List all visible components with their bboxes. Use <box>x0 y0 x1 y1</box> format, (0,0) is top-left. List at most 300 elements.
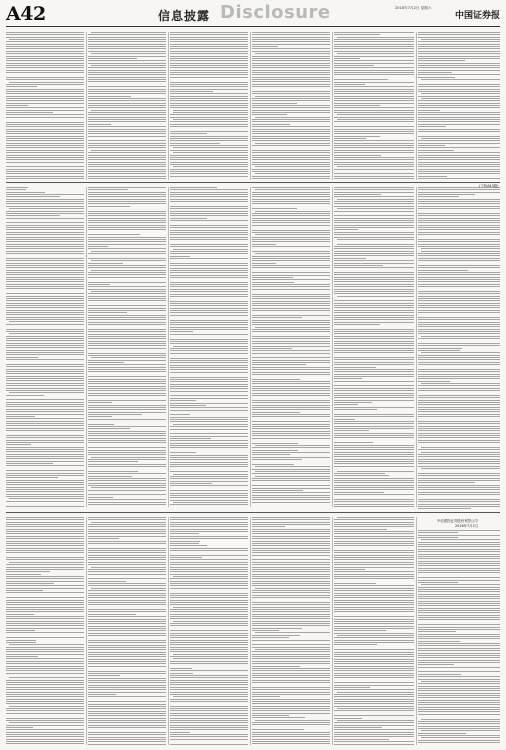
text-line <box>88 56 166 57</box>
text-line <box>418 345 500 346</box>
text-line <box>6 590 43 591</box>
text-line <box>6 632 84 633</box>
text-line <box>170 517 248 518</box>
text-line <box>334 201 414 202</box>
text-line <box>170 234 248 235</box>
text-line <box>88 345 166 346</box>
text-line <box>418 140 500 141</box>
text-line <box>334 543 414 544</box>
text-line <box>88 244 166 245</box>
text-line <box>170 640 248 641</box>
text-line <box>170 196 248 197</box>
text-line <box>88 407 166 408</box>
text-line <box>334 265 383 266</box>
text-line <box>252 232 330 233</box>
text-line <box>334 559 414 560</box>
text-line <box>252 668 330 669</box>
text-line <box>6 303 84 304</box>
lower-col-4 <box>252 517 330 745</box>
text-line <box>6 366 84 367</box>
text-line <box>170 339 248 340</box>
text-line <box>252 187 330 188</box>
text-line <box>334 32 414 33</box>
text-line <box>418 504 500 505</box>
text-line <box>252 369 330 370</box>
text-line <box>252 338 330 339</box>
text-line <box>6 63 84 64</box>
text-line <box>88 157 166 158</box>
text-line <box>334 277 414 278</box>
text-line <box>334 677 414 678</box>
text-line <box>418 234 500 235</box>
text-line <box>170 100 248 101</box>
column-separator-lower-1 <box>86 517 87 745</box>
text-line <box>337 166 414 167</box>
text-line <box>334 526 414 527</box>
text-line <box>334 67 414 68</box>
text-line <box>6 628 84 629</box>
text-line <box>334 416 414 417</box>
text-line <box>173 346 248 347</box>
text-line <box>252 159 330 160</box>
text-line <box>418 298 500 299</box>
text-line <box>170 443 248 444</box>
text-line <box>6 729 84 730</box>
text-line <box>252 194 330 195</box>
text-line <box>252 303 330 304</box>
text-line <box>88 531 166 532</box>
text-line <box>88 263 123 264</box>
text-line <box>334 203 414 204</box>
text-line <box>88 89 166 90</box>
text-line <box>334 423 414 424</box>
text-line <box>6 734 84 735</box>
text-line <box>170 609 248 610</box>
text-line <box>88 452 166 453</box>
text-line <box>337 692 414 693</box>
text-line <box>88 199 166 200</box>
text-line <box>6 37 84 38</box>
text-line <box>418 709 500 710</box>
text-line <box>88 322 166 323</box>
text-line <box>418 570 500 571</box>
text-line <box>6 447 84 448</box>
text-line <box>252 435 330 436</box>
text-line <box>252 72 330 73</box>
text-line <box>334 343 414 344</box>
text-line <box>252 275 330 276</box>
text-line <box>170 541 200 542</box>
text-line <box>252 670 330 671</box>
text-line <box>6 298 84 299</box>
text-line <box>418 568 500 569</box>
text-line <box>252 107 330 108</box>
text-line <box>418 381 450 382</box>
text-line <box>418 84 500 85</box>
text-line <box>170 48 248 49</box>
text-line <box>334 541 414 542</box>
text-line <box>88 272 166 273</box>
text-line <box>334 585 414 586</box>
text-line <box>334 79 388 80</box>
text-line <box>334 673 414 674</box>
text-line <box>6 201 84 202</box>
text-line <box>6 621 84 622</box>
text-line <box>170 121 248 122</box>
text-line <box>6 105 28 106</box>
text-line <box>6 451 84 452</box>
text-line <box>170 447 248 448</box>
text-line <box>6 618 84 619</box>
text-line <box>418 213 500 214</box>
text-line <box>6 91 84 92</box>
text-line <box>334 480 414 481</box>
text-line <box>418 686 500 687</box>
text-line <box>88 105 166 106</box>
text-line <box>91 32 166 33</box>
text-line <box>88 371 166 372</box>
text-line <box>334 312 414 313</box>
text-line <box>334 454 414 455</box>
text-line <box>252 44 330 45</box>
text-line <box>6 491 84 492</box>
text-line <box>418 683 500 684</box>
text-line <box>334 701 414 702</box>
text-line <box>88 471 138 472</box>
text-line <box>6 670 84 671</box>
text-line <box>88 341 166 342</box>
text-line <box>252 699 330 700</box>
text-line <box>88 253 166 254</box>
text-line <box>170 194 248 195</box>
text-line <box>6 253 84 254</box>
middle-col-4 <box>252 187 330 507</box>
text-line <box>418 494 500 495</box>
text-line <box>88 395 166 396</box>
text-line <box>6 51 84 52</box>
text-line <box>252 640 330 641</box>
text-line <box>170 136 248 137</box>
text-line <box>418 208 500 209</box>
text-line <box>88 619 166 620</box>
text-line <box>418 733 466 734</box>
text-line <box>170 206 248 207</box>
text-line <box>88 117 166 118</box>
text-line <box>170 564 248 565</box>
text-line <box>6 279 84 280</box>
text-line <box>88 140 166 141</box>
text-line <box>252 630 279 631</box>
text-line <box>9 208 84 209</box>
text-line <box>334 571 414 572</box>
text-line <box>170 483 212 484</box>
text-line <box>334 478 414 479</box>
text-line <box>88 96 131 97</box>
text-line <box>170 131 248 132</box>
text-line <box>6 743 84 744</box>
text-line <box>252 150 330 151</box>
text-line <box>334 710 414 711</box>
text-line <box>252 322 330 323</box>
text-line <box>334 590 414 591</box>
lower-col-1 <box>6 517 84 745</box>
text-line <box>252 286 330 287</box>
text-line <box>6 541 84 542</box>
text-line <box>6 350 84 351</box>
text-line <box>6 296 84 297</box>
text-line <box>6 178 84 179</box>
text-line <box>6 140 84 141</box>
text-line <box>88 485 166 486</box>
text-line <box>6 371 84 372</box>
text-line <box>88 171 166 172</box>
text-line <box>418 291 500 292</box>
text-line <box>6 614 34 615</box>
text-line <box>88 661 166 662</box>
text-line <box>88 147 166 148</box>
text-line <box>252 495 330 496</box>
continued-mark: (下转A43版) <box>479 184 499 188</box>
text-line <box>418 371 500 372</box>
text-line <box>170 727 248 728</box>
text-line <box>334 131 414 132</box>
text-line <box>6 147 84 148</box>
text-line <box>418 499 500 500</box>
text-line <box>6 524 84 525</box>
text-line <box>252 522 330 523</box>
text-line <box>88 616 166 617</box>
text-line <box>252 618 330 619</box>
text-line <box>418 357 500 358</box>
text-line <box>91 260 166 261</box>
text-line <box>418 199 500 200</box>
text-line <box>252 176 330 177</box>
text-line <box>170 58 248 59</box>
text-line <box>88 155 166 156</box>
text-line <box>88 649 166 650</box>
text-line <box>6 625 84 626</box>
text-line <box>88 277 166 278</box>
text-line <box>88 473 166 474</box>
text-line <box>6 651 84 652</box>
text-line <box>334 689 414 690</box>
text-line <box>252 315 330 316</box>
text-line <box>418 421 500 422</box>
text-line <box>170 438 211 439</box>
text-line <box>170 670 248 671</box>
text-line <box>418 655 500 656</box>
text-line <box>170 96 248 97</box>
text-line <box>88 552 166 553</box>
text-line <box>418 558 500 559</box>
text-line <box>418 229 500 230</box>
text-line <box>334 538 414 539</box>
text-line <box>334 192 414 193</box>
text-line <box>170 611 248 612</box>
text-line <box>334 378 362 379</box>
text-line <box>88 112 166 113</box>
text-line <box>6 274 84 275</box>
text-line <box>170 124 248 125</box>
text-line <box>6 611 84 612</box>
text-line <box>6 414 84 415</box>
text-line <box>418 594 500 595</box>
text-line <box>88 725 166 726</box>
text-line <box>334 593 414 594</box>
text-line <box>252 426 330 427</box>
text-line <box>334 609 414 610</box>
text-line <box>88 614 136 615</box>
text-line <box>6 592 84 593</box>
text-line <box>6 263 84 264</box>
text-line <box>418 702 500 703</box>
text-line <box>252 395 330 396</box>
text-line <box>6 196 60 197</box>
text-line <box>88 609 166 610</box>
text-line <box>418 554 500 555</box>
text-line <box>334 616 414 617</box>
text-line <box>88 143 166 144</box>
text-line <box>6 494 84 495</box>
text-line <box>170 65 248 66</box>
text-line <box>334 98 414 99</box>
text-line <box>418 260 500 261</box>
text-line <box>6 152 84 153</box>
text-line <box>88 689 166 690</box>
text-line <box>6 390 84 391</box>
text-line <box>91 522 166 523</box>
text-line <box>6 171 84 172</box>
lower-col-3 <box>170 517 248 745</box>
text-line <box>334 279 414 280</box>
text-line <box>252 272 330 273</box>
text-line <box>88 310 166 311</box>
text-line <box>418 480 500 481</box>
text-line <box>170 213 248 214</box>
text-line <box>334 501 414 502</box>
text-line <box>334 267 414 268</box>
text-line <box>88 173 166 174</box>
text-line <box>418 587 500 588</box>
text-line <box>88 381 166 382</box>
text-line <box>334 272 414 273</box>
text-line <box>88 360 166 361</box>
text-line <box>88 708 166 709</box>
text-line <box>252 637 289 638</box>
text-line <box>6 484 84 485</box>
text-line <box>252 263 276 264</box>
text-line <box>88 727 166 728</box>
text-line <box>6 225 84 226</box>
text-line <box>252 621 330 622</box>
text-line <box>88 611 166 612</box>
text-line <box>252 739 330 740</box>
text-line <box>88 517 166 518</box>
text-line <box>6 162 84 163</box>
text-line <box>88 739 166 740</box>
text-line <box>334 164 414 165</box>
text-line <box>334 381 414 382</box>
text-line <box>6 215 60 216</box>
text-line <box>418 58 500 59</box>
text-line <box>91 291 166 292</box>
text-line <box>418 258 500 259</box>
text-line <box>6 687 84 688</box>
text-line <box>6 416 35 417</box>
text-line <box>170 251 248 252</box>
text-line <box>252 706 330 707</box>
text-line <box>6 661 84 662</box>
text-line <box>6 602 84 603</box>
text-line <box>334 91 414 92</box>
text-line <box>334 367 376 368</box>
text-line <box>334 34 380 35</box>
text-line <box>334 397 414 398</box>
text-line <box>6 239 84 240</box>
text-line <box>252 635 300 636</box>
text-line <box>418 124 500 125</box>
text-line <box>6 138 84 139</box>
text-line <box>418 310 500 311</box>
text-line <box>170 93 248 94</box>
text-line <box>252 407 330 408</box>
text-line <box>88 166 166 167</box>
text-line <box>418 643 500 644</box>
text-line <box>418 46 500 47</box>
text-line <box>334 274 414 275</box>
text-line <box>418 537 458 538</box>
text-line <box>88 355 166 356</box>
text-line <box>88 286 166 287</box>
text-line <box>418 629 500 630</box>
text-line <box>88 60 166 61</box>
text-line <box>170 227 248 228</box>
text-line <box>170 341 248 342</box>
text-line <box>418 121 500 122</box>
text-line <box>6 567 84 568</box>
text-line <box>88 215 166 216</box>
text-line <box>252 131 330 132</box>
text-line <box>418 695 500 696</box>
text-line <box>252 145 330 146</box>
text-line <box>418 51 500 52</box>
text-line <box>6 258 84 259</box>
text-line <box>6 98 84 99</box>
text-line <box>6 284 84 285</box>
text-line <box>6 126 84 127</box>
text-line <box>418 407 500 408</box>
text-line <box>252 203 330 204</box>
text-line <box>88 305 166 306</box>
text-line <box>418 508 471 509</box>
text-line <box>418 532 458 533</box>
text-line <box>334 531 414 532</box>
text-line <box>88 701 166 702</box>
text-line <box>88 225 166 226</box>
text-line <box>334 567 414 568</box>
text-line <box>6 272 84 273</box>
text-line <box>6 46 84 47</box>
text-line <box>337 53 414 54</box>
text-line <box>418 416 500 417</box>
text-line <box>88 100 166 101</box>
text-line <box>334 414 414 415</box>
text-line <box>418 653 500 654</box>
text-line <box>252 196 330 197</box>
text-line <box>6 189 26 190</box>
text-line <box>9 498 84 499</box>
text-line <box>418 473 500 474</box>
